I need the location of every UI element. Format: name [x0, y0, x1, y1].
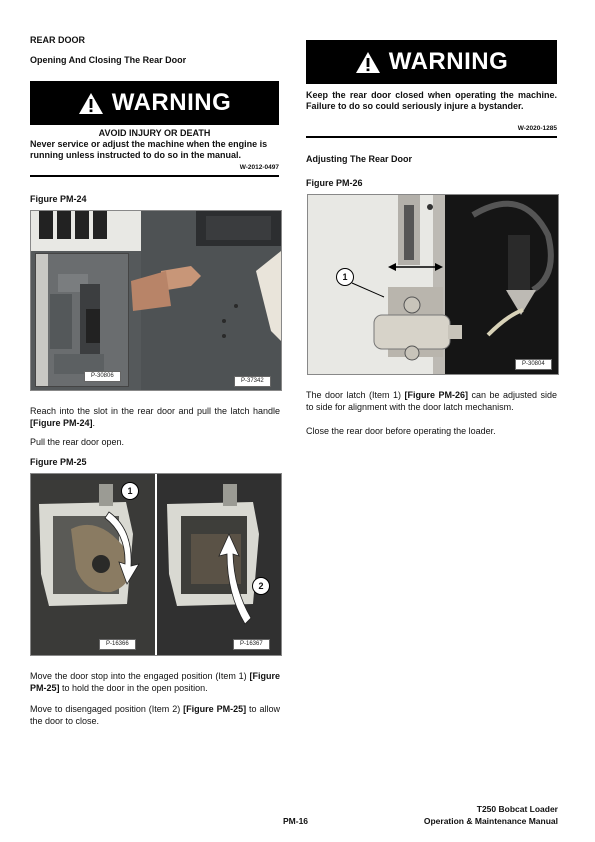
paragraph-text: .: [92, 418, 96, 428]
callout-item-1: 1: [336, 268, 354, 286]
figure-reference: [Figure PM-26]: [404, 390, 468, 400]
paragraph-text: to hold the door in the open position.: [59, 683, 208, 693]
paragraph-text: Move the door stop into the engaged position (Item 1): [30, 671, 250, 681]
photo-code-right: P-16367: [233, 639, 270, 650]
paragraph-text: Move to disengaged position (Item 2): [30, 704, 184, 714]
warning-triangle-icon: [78, 92, 104, 115]
paragraph-text: can be adjusted side to side for alignment with the door latch mechanism.: [306, 390, 557, 412]
subsection-title-opening: Opening And Closing The Rear Door: [30, 55, 187, 65]
warning-triangle-icon: [355, 51, 381, 74]
warning-heading: AVOID INJURY OR DEATH: [98, 128, 211, 138]
warning-label: WARNING: [388, 48, 509, 75]
paragraph-engage-stop: [30, 670, 280, 694]
figure-reference: [Figure PM-25]: [30, 671, 280, 693]
paragraph-close-door: Close the rear door before operating the loader.: [306, 426, 496, 436]
footer-model: T250 Bobcat Loader: [476, 804, 558, 814]
figure-pm26-photo: [307, 194, 559, 375]
footer-manual-title: Operation & Maintenance Manual: [423, 816, 558, 826]
warning-code-right: W-2020-1285: [517, 125, 557, 132]
divider: [30, 175, 279, 177]
photo-inset-latch: [36, 254, 128, 386]
paragraph-text: to allow the door to close.: [30, 704, 280, 726]
section-title: REAR DOOR: [30, 35, 86, 45]
paragraph-pull-latch: [30, 405, 280, 429]
divider: [306, 136, 557, 138]
paragraph-text: The door latch (Item 1): [306, 390, 405, 400]
figure-label-pm24: Figure PM-24: [30, 194, 87, 204]
photo-code-main: P-37342: [234, 376, 271, 387]
warning-code-left: W-2012-0497: [239, 164, 279, 171]
photo-code: P-30804: [515, 359, 552, 370]
paragraph-open-door: Pull the rear door open.: [30, 437, 125, 447]
figure-reference: [Figure PM-24]: [30, 418, 93, 428]
paragraph-disengage-stop: [30, 703, 280, 727]
warning-banner-left: [30, 81, 279, 125]
photo-code-left: P-16366: [99, 639, 136, 650]
paragraph-text: Reach into the slot in the rear door and pull the latch handle: [30, 406, 280, 416]
warning-label: WARNING: [111, 89, 232, 116]
warning-text-left: Never service or adjust the machine when the engine is running unless instructed to do so in the manual.: [30, 139, 268, 160]
callout-item-2: 2: [252, 577, 270, 595]
warning-text-right: Keep the rear door closed when operating the machine. Failure to do so could seriously injure a bystander.: [306, 90, 557, 111]
page-number: PM-16: [283, 816, 309, 826]
warning-banner-right: [306, 40, 557, 84]
figure-pm24-photo: [30, 210, 282, 391]
callout-item-1: 1: [121, 482, 139, 500]
subsection-title-adjusting: Adjusting The Rear Door: [306, 154, 413, 164]
figure-reference: [Figure PM-25]: [183, 704, 247, 714]
figure-label-pm25: Figure PM-25: [30, 457, 87, 467]
paragraph-adjust-latch: [306, 389, 557, 413]
figure-label-pm26: Figure PM-26: [306, 178, 363, 188]
photo-code-inset: P-30806: [84, 371, 121, 382]
figure-pm25-photo: [30, 473, 282, 656]
photo-door-stop: [31, 474, 281, 655]
